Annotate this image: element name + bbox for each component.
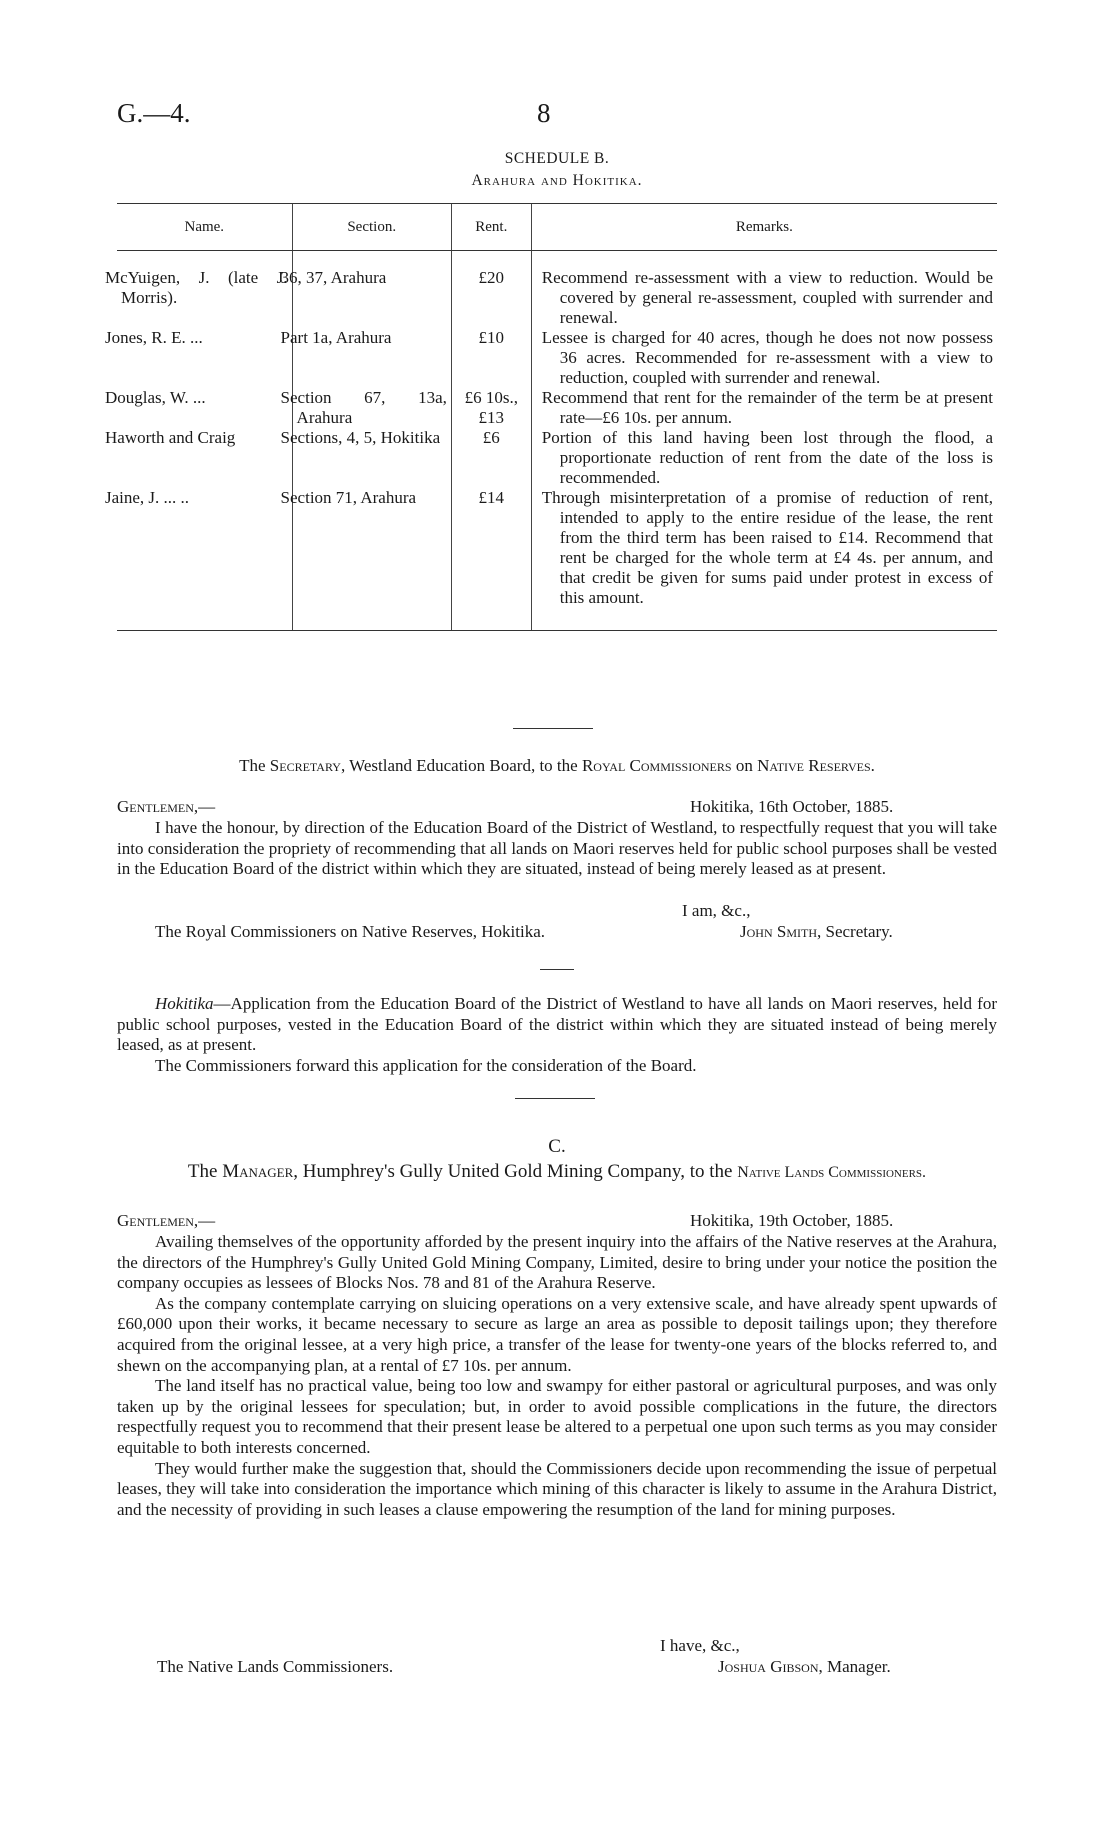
cell-name: Douglas, W. ... [105, 388, 206, 407]
document-reference: G.—4. [117, 98, 191, 128]
cell-name: Jones, R. E. ... [105, 328, 203, 347]
heading-text: , Westland Education Board, to the [340, 756, 582, 775]
cell-section: Section 71, Arahura [292, 488, 451, 631]
table-row [117, 251, 997, 329]
place-date: Hokitika, 16th October, 1885. [690, 797, 894, 816]
addressee: The Native Lands Commissioners. [157, 1657, 394, 1676]
signature-name: Joshua Gibson [718, 1657, 819, 1676]
schedule-subtitle: Arahura and Hokitika. [471, 172, 643, 189]
table-row [117, 488, 997, 631]
cell-section: Section 67, 13a, Arahura [292, 388, 451, 428]
signature [718, 1657, 891, 1677]
heading-text: , Humphrey's Gully United Gold Mining Company, to the [293, 1161, 738, 1182]
heading-text: The [239, 756, 270, 775]
letter-heading [117, 756, 997, 776]
cell-rent: £20 [451, 251, 531, 329]
heading-text: The [187, 1161, 223, 1182]
cell-rent: £14 [451, 488, 531, 631]
table-row [117, 388, 997, 428]
closing: I have, &c., [660, 1636, 740, 1655]
body-paragraph: Availing themselves of the opportunity afforded by the present inquiry into the affairs of the Native reserves at the Arahura, the directors of the Humphrey's Gully United Gold Mining Company, Limited, desire to bring under your notice the position the company occupies as lessees of Blocks Nos. 78 and 81 of the Arahura Reserve. [117, 1232, 997, 1293]
letter-body [117, 1232, 997, 1520]
heading-text: on [731, 756, 758, 775]
cell-name: Haworth and Craig [105, 428, 236, 447]
cell-section: Part 1a, Arahura [292, 328, 451, 388]
column-header-section: Section. [292, 204, 451, 251]
minute-paragraph: The Commissioners forward this application for the consideration of the Board. [155, 1055, 697, 1075]
cell-remarks: Recommend re-assessment with a view to reduction. Would be covered by general re-assessment, coupled with surrender and renewal. [531, 251, 997, 329]
table-row [117, 428, 997, 488]
closing: I am, &c., [682, 901, 751, 920]
letter-heading [117, 1161, 997, 1184]
cell-remarks: Portion of this land having been lost through the flood, a proportionate reduction of rent from the date of the loss is recommended. [531, 428, 997, 488]
minute [117, 994, 997, 1076]
place-date: Hokitika, 19th October, 1885. [690, 1211, 894, 1230]
section-divider [513, 728, 593, 729]
schedule-table [105, 203, 997, 631]
cell-rent: £10 [451, 328, 531, 388]
cell-remarks: Lessee is charged for 40 acres, though he does not now possess 36 acres. Recommended for re-assessment with a view to reduction, coupled with surrender and renewal. [531, 328, 997, 388]
cell-remarks: Through misinterpretation of a promise of reduction of rent, intended to apply to the entire residue of the lease, the rent from the third term has been raised to £14. Recommend that rent be charged for the whole term at £4 4s. per annum, and that credit be given for sums paid under protest in excess of this amount. [531, 488, 997, 631]
page-number: 8 [537, 98, 551, 128]
minute-text: —Application from the Education Board of the District of Westland to have all lands on Maori reserves, held for public school purposes, vested in the Education Board of the district within which they are situated instead of being merely leased, as at present. [117, 994, 997, 1055]
column-header-rent: Rent. [451, 204, 531, 251]
schedule-title: SCHEDULE B. [504, 150, 610, 167]
section-divider [515, 1098, 595, 1099]
body-paragraph: The land itself has no practical value, being too low and swampy for either pastoral or agricultural purposes, and was only taken up by the original lessees for speculation; but, in order to avoid possible complications in the future, the directors respectfully request you to recommend that their present lease be altered to a perpetual one upon such terms as you may consider equitable to both interests concerned. [117, 1376, 997, 1457]
addressee: The Royal Commissioners on Native Reserves, Hokitika. [155, 922, 545, 941]
column-header-name: Name. [117, 204, 292, 251]
letter-body [117, 818, 997, 880]
signature-title: , Manager. [818, 1657, 891, 1676]
cell-remarks: Recommend that rent for the remainder of the term be at present rate—£6 10s. per annum. [531, 388, 997, 428]
table-row [117, 328, 997, 388]
minor-divider [540, 969, 574, 970]
signature [740, 922, 893, 942]
column-header-remarks: Remarks. [531, 204, 997, 251]
salutation: Gentlemen,— [117, 1211, 216, 1230]
cell-section: Sections, 4, 5, Hokitika [292, 428, 451, 488]
heading-recipient-end: Native Reserves. [757, 756, 875, 775]
salutation: Gentlemen,— [117, 797, 216, 816]
signature-title: , Secretary. [816, 922, 893, 941]
cell-name: McYuigen, J. (late J. Morris). [105, 268, 288, 307]
signature-name: John Smith [740, 922, 817, 941]
heading-sender: Manager [222, 1161, 294, 1182]
cell-rent: £6 10s., £13 [451, 388, 531, 428]
minute-place: Hokitika [155, 994, 214, 1013]
minute-paragraph [117, 994, 997, 1056]
heading-recipient: Royal Commissioners [581, 756, 732, 775]
heading-recipient: Native Lands Commissioners. [737, 1164, 927, 1181]
cell-name: Jaine, J. ... .. [117, 488, 292, 631]
heading-sender: Secretary [269, 756, 341, 775]
body-paragraph: They would further make the suggestion that, should the Commissioners decide upon recommending the issue of perpetual leases, they will take into consideration the importance which mining of this character is likely to assume in the Arahura District, and the necessity of providing in such leases a clause empowering the resumption of the land for mining purposes. [117, 1458, 997, 1519]
section-letter: C. [548, 1136, 566, 1157]
body-paragraph: As the company contemplate carrying on sluicing operations on a very extensive scale, and have already spent upwards of £60,000 upon their works, it became necessary to secure as large an area as possible to deposit tailings upon; they therefore acquired from the original lessee, at a very high price, a transfer of the lease for twenty-one years of the blocks referred to, and shewn on the accompanying plan, at a rental of £7 10s. per annum. [117, 1293, 997, 1375]
body-paragraph: I have the honour, by direction of the Education Board of the District of Westland, to respectfully request that you will take into consideration the propriety of recommending that all lands on Maori reserves held for public school purposes shall be vested in the Education Board of the district within which they are situated, instead of being merely leased as at present. [117, 818, 997, 879]
cell-section: 36, 37, Arahura [292, 251, 451, 329]
cell-rent: £6 [451, 428, 531, 488]
table-header-row [117, 204, 997, 251]
